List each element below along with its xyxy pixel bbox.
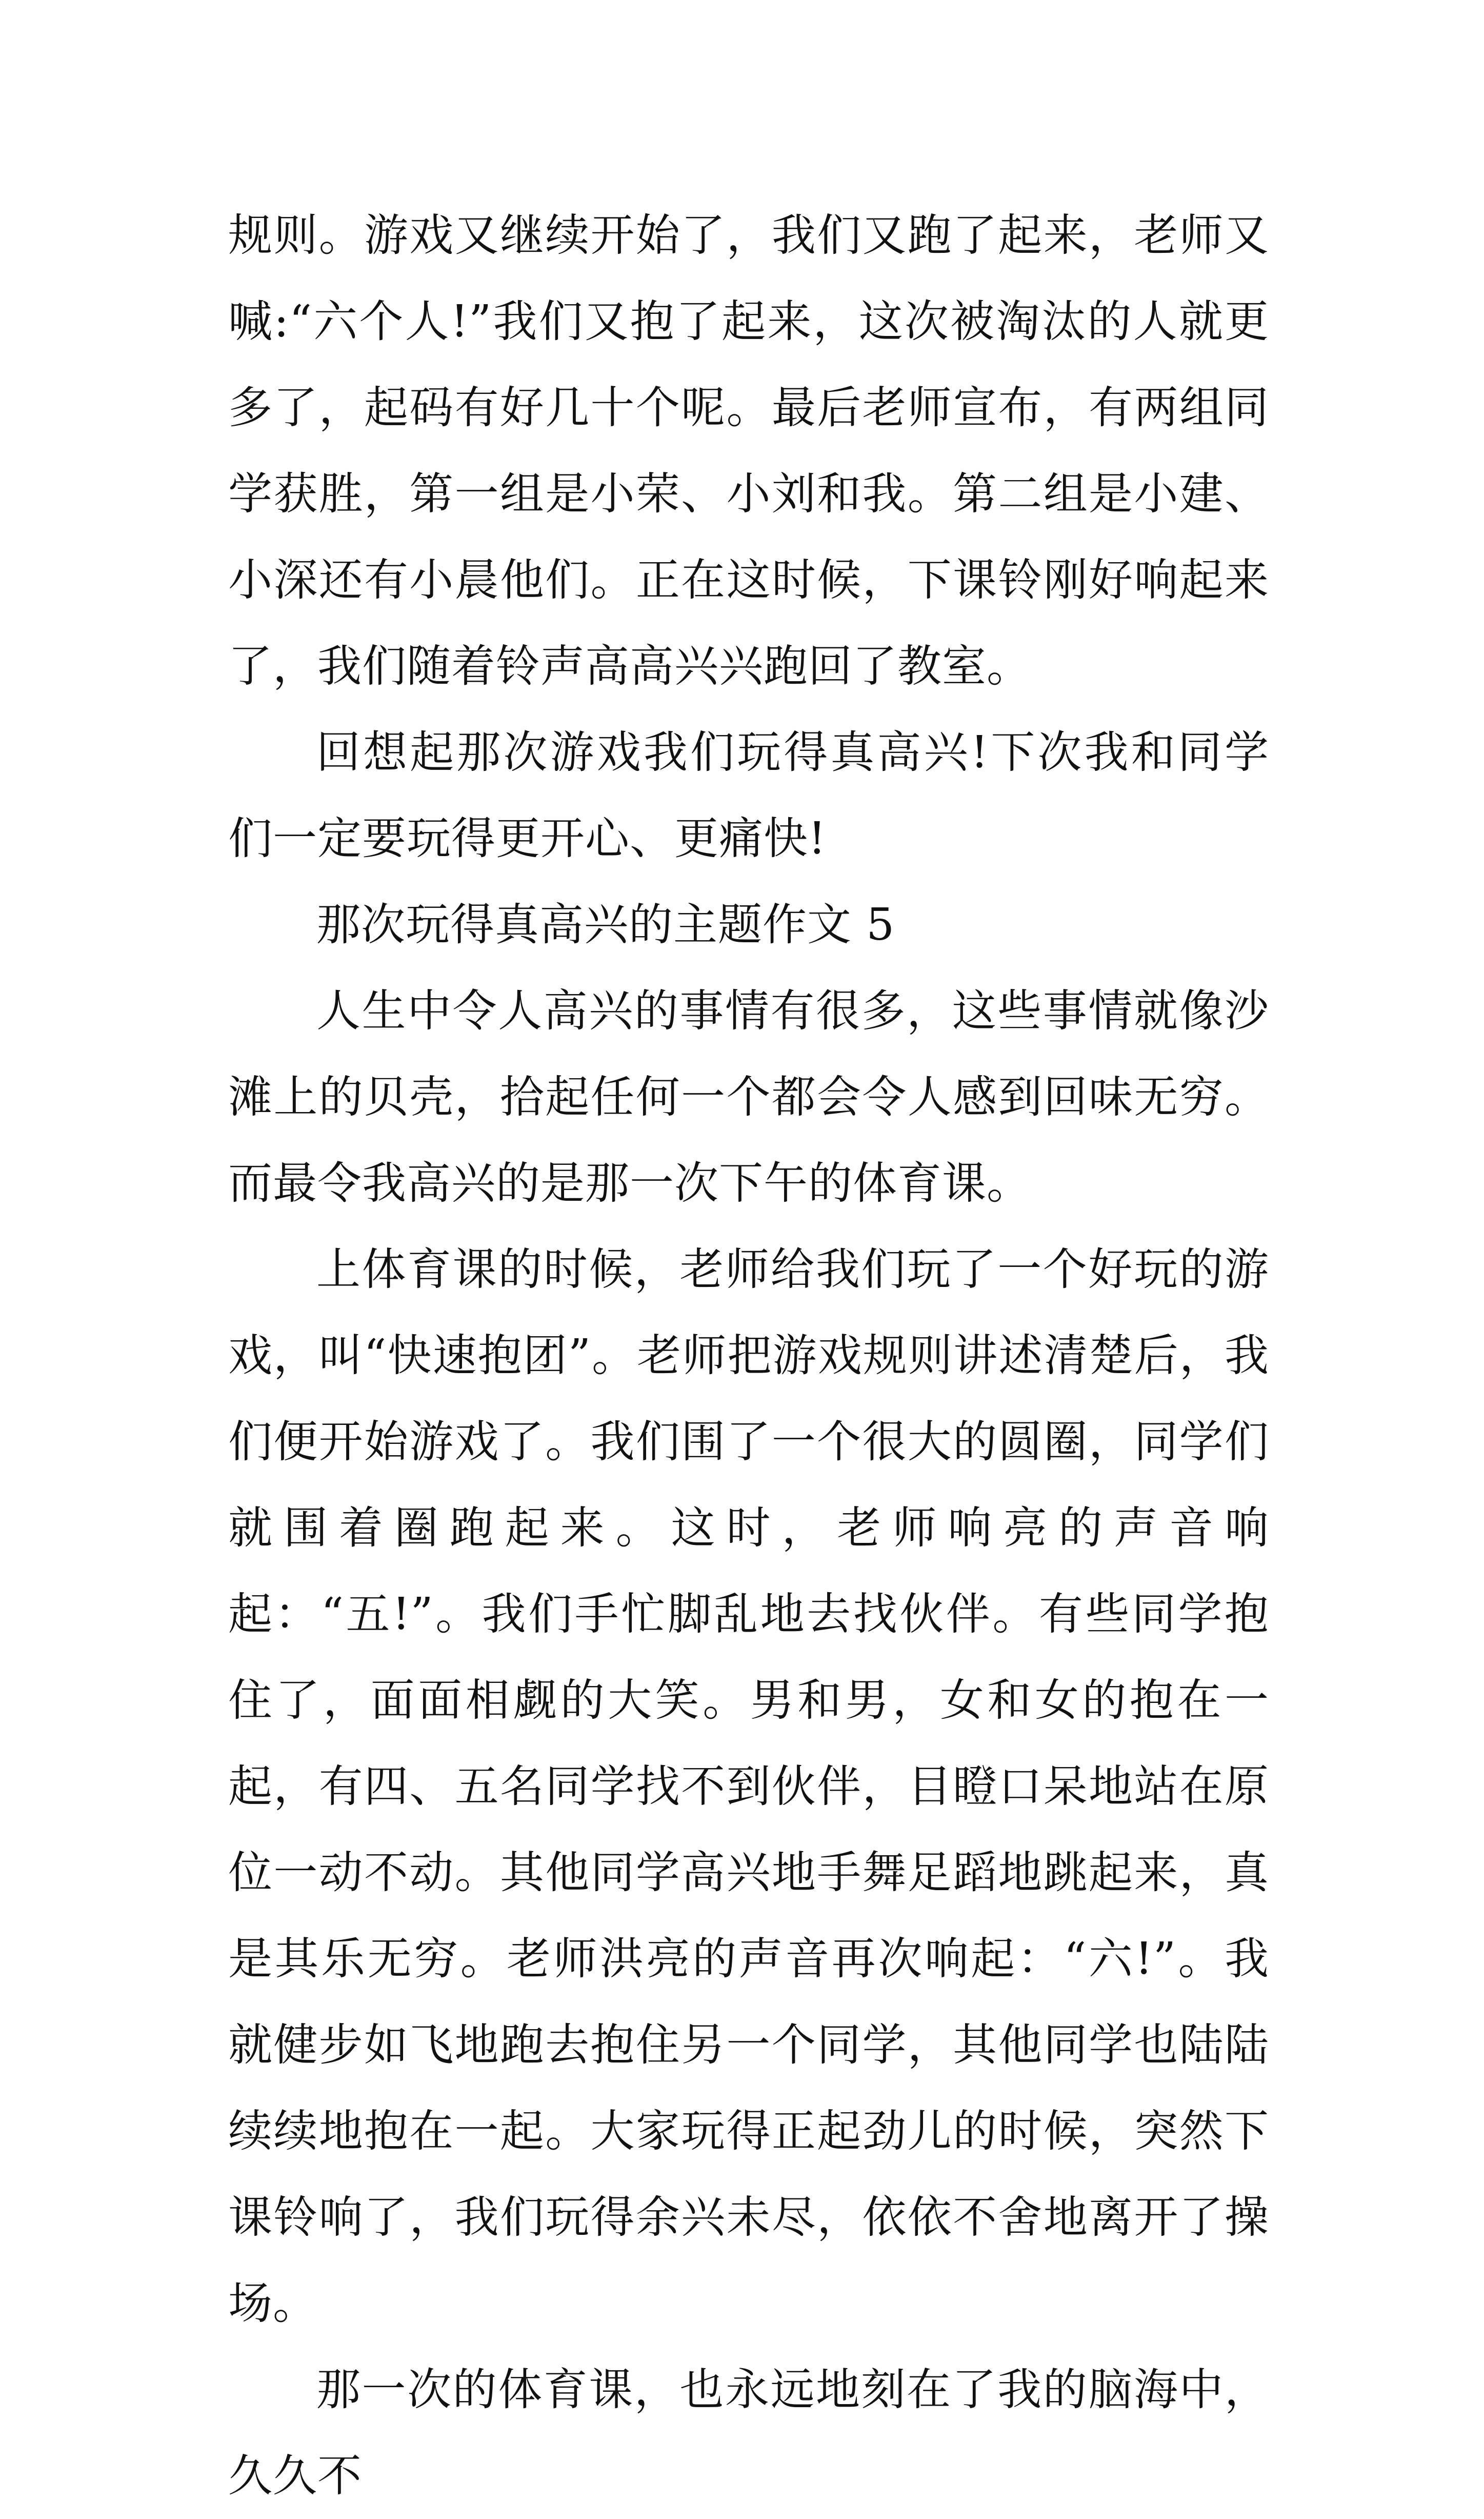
paragraph-reflection: 回想起那次游戏我们玩得真高兴!下次我和同学们一定要玩得更开心、更痛快!: [228, 727, 1269, 864]
essay-heading: 那次玩得真高兴的主题作文 5: [316, 899, 895, 950]
paragraph-continuation: 规则。游戏又继续开始了，我们又跑了起来，老师又喊:“六个人!”我们又抱了起来，这次被淘汰的人就更多了，起码有好几十个呢。最后老师宣布，有两组同学获胜，第一组是小荣、小刘和我。第二组是小建、小深还有小晨他们。正在这时候，下课铃刚好响起来了，我们随着铃声高高兴兴跑回了教室。: [228, 210, 1269, 692]
paragraph-closing: 那一次的体育课，也永远地刻在了我的脑海中，久久不: [228, 2364, 1269, 2502]
paragraph-intro: 人生中令人高兴的事情有很多，这些事情就像沙滩上的贝壳，拾起任何一个都会令人感到回味无穷。而最令我高兴的是那一次下午的体育课。: [228, 985, 1269, 1209]
essay-body: [228, 192, 1269, 2519]
paragraph-game: 上体育课的时候，老师给我们玩了一个好玩的游戏，叫“快速抱团”。老师把游戏规则讲述清楚后，我们便开始游戏了。我们围了一个很大的圆圈，同学们就围着圈跑起来。这时，老师响亮的声音响起：“五!”。我们手忙脚乱地去找伙伴。有些同学抱住了，面面相觑的大笑。男和男，女和女的抱在一起，有四、五名同学找不到伙伴，目瞪口呆地站在原位一动不动。其他同学高兴地手舞足蹈地跳起来，真是其乐无穷。老师洪亮的声音再次响起：“六!”。我就健步如飞地跑去抱住另一个同学，其他同学也陆陆续续地抱在一起。大家玩得正起劲儿的时候，突然下课铃响了，我们玩得余兴未尽，依依不舍地离开了操场。: [228, 1244, 1269, 2329]
